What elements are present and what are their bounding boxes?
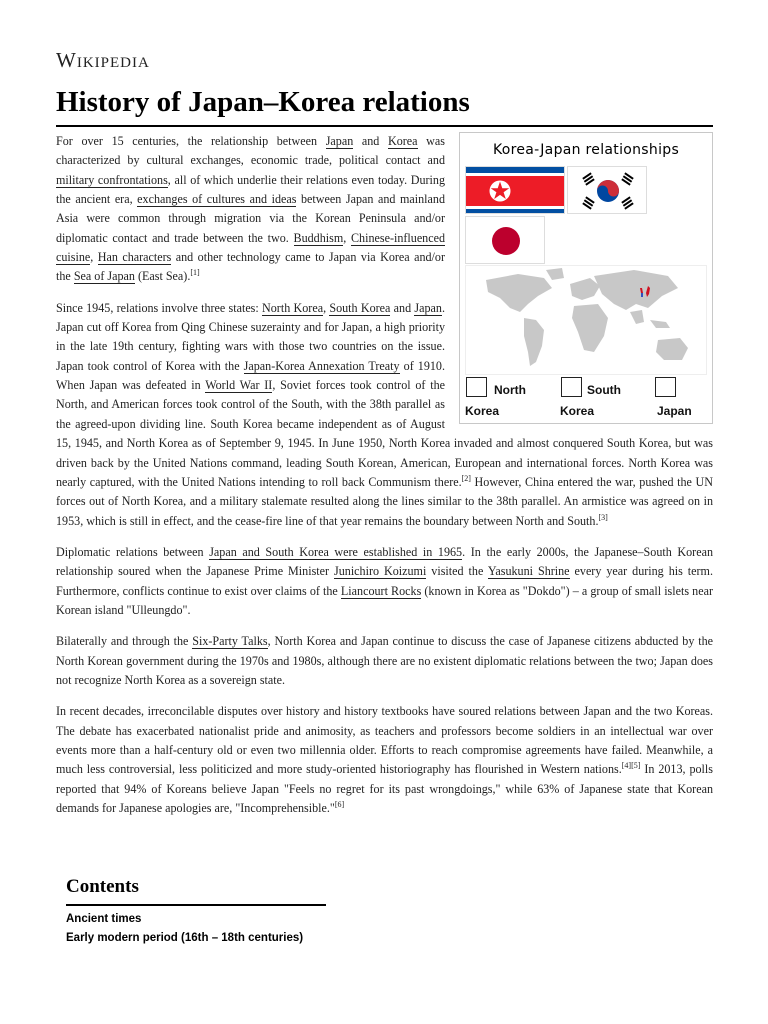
- toc-item-early-modern-period[interactable]: Early modern period (16th – 18th centuries): [66, 932, 304, 944]
- north-korea-flag[interactable]: [465, 166, 565, 214]
- legend-swatch: [466, 377, 487, 397]
- world-map[interactable]: [465, 265, 707, 375]
- legend-swatch: [655, 377, 676, 397]
- infobox-title: Korea-Japan relationships: [492, 142, 680, 158]
- japan-flag[interactable]: [465, 216, 545, 264]
- citation-2[interactable]: [2]: [461, 473, 471, 483]
- paragraph-5: In recent decades, irreconcilable disputes over history and history textbooks have soured relations between Japan and the two Koreas. The debate has exacerbated nationalist pride and animosity, as teachers and professors become soldiers in an intellectual war over events more than a half-century old or even two millennia older. Efforts to reach compromise agreements have failed. Meanwhile, a much less controversial, less politicized and more study-oriented historiography has flourished in Western nations.[4][5] In 2013, polls reported that 94% of Koreans believe Japan "Feels no regret for its past wrongdoings," while 63% of Japanese state that Korean demands for Japanese apologies are, "Incomprehensible."[6]: [56, 704, 713, 815]
- contents-title: Contents: [66, 876, 326, 906]
- paragraph-4: Bilaterally and through the Six-Party Talks, North Korea and Japan continue to discuss the case of Japanese citizens abducted by the North Korean government during the 1970s and 1980s, although there are no existent diplomatic relations between the two; Japan does not recognize North Korea as a sovereign state.: [56, 634, 713, 687]
- link-korea[interactable]: Korea: [388, 134, 418, 148]
- link-han-characters[interactable]: Han characters: [97, 250, 172, 265]
- infobox: [459, 132, 713, 424]
- link-buddhism[interactable]: Buddhism: [293, 230, 344, 245]
- link-world-war-ii[interactable]: World War II: [205, 378, 273, 393]
- citation-5[interactable]: [5]: [631, 761, 641, 771]
- link-junichiro-koizumi[interactable]: Junichiro Koizumi: [334, 564, 427, 579]
- link-north-korea[interactable]: North Korea: [262, 300, 324, 315]
- table-of-contents: [66, 876, 328, 944]
- link-military-confrontations[interactable]: military confrontations: [56, 172, 168, 187]
- paragraph-1: For over 15 centuries, the relationship between Japan and Korea was characterized by cultural exchanges, economic trade, political contact and military confrontations, all of which underlie their relations even today. During the ancient era, exchanges of cultures and ideas between Japan and mainland Asia were common through migration via the Korean Peninsula and/or diplomatic contact and trade between the two. Buddhism, Chinese-influenced cuisine, Han characters and other technology came to Japan via Korea and/or the Sea of Japan (East Sea).[1]: [56, 134, 446, 284]
- link-exchanges-of-cultures[interactable]: exchanges of cultures and ideas: [137, 192, 297, 207]
- map-legend: North Korea South Korea Japan: [465, 377, 707, 421]
- link-japan-2[interactable]: Japan: [414, 300, 442, 315]
- link-sea-of-japan[interactable]: Sea of Japan: [73, 269, 135, 284]
- south-korea-flag[interactable]: [567, 166, 647, 214]
- toc-item-ancient-times[interactable]: Ancient times: [66, 913, 142, 925]
- link-south-korea[interactable]: South Korea: [329, 300, 391, 315]
- page-title: History of Japan–Korea relations: [56, 86, 470, 118]
- link-liancourt-rocks[interactable]: Liancourt Rocks: [340, 583, 422, 598]
- article-body: [56, 132, 713, 830]
- legend-swatch: [561, 377, 582, 397]
- link-annexation-treaty[interactable]: Japan-Korea Annexation Treaty: [243, 358, 400, 373]
- citation-3[interactable]: [3]: [598, 512, 608, 522]
- paragraph-2: Since 1945, relations involve three states: North Korea, South Korea and Japan. Japan cut off Korea from Qing Chinese suzerainty and for Japan, a high priority in the late 19th century, fighting wars with those two countries on the issue. Japan took control of Korea with the Japan-Korea Annexation Treaty of 1910. When Japan was defeated in World War II, Soviet forces took control of the North, and American forces took control of the South, with the 38th parallel as the agreed-upon dividing line. South Korea became independent as of August 15, 1945, and North Korea as of September 9, 1945. In June 1950, North Korea invaded and almost conquered South Korea, but was driven back by the United Nations command, leading South Korean, American, European and international forces. North Korea was nearly captured, with the United Nations intending to roll back Communism there.[2] However, China entered the war, pushed the UN forces out of North Korea, and a military stalemate resulted along the lines similar to the 38th parallel. An armistice was agreed on in 1953, which is still in effect, and the cease-fire line of that year remains the boundary between North and South.[3]: [56, 300, 713, 528]
- link-japan[interactable]: Japan: [325, 134, 354, 148]
- link-six-party-talks[interactable]: Six-Party Talks: [192, 634, 268, 649]
- link-relations-established-1965[interactable]: Japan and South Korea were established in 1965: [209, 544, 463, 559]
- citation-4[interactable]: [4]: [621, 761, 632, 771]
- link-chinese-influenced-cuisine[interactable]: Chinese-influenced cuisine: [56, 230, 446, 265]
- title-divider: [56, 125, 713, 127]
- flags-panel: [465, 166, 707, 258]
- paragraph-3: Diplomatic relations between Japan and South Korea were established in 1965. In the early 2000s, the Japanese–South Korean relationship soured when the Japanese Prime Minister Junichiro Koizumi visited the Yasukuni Shrine every year during his term. Furthermore, conflicts continue to exist over claims of the Liancourt Rocks (known in Korea as "Dokdo") – a group of small islets near Korean island "Ulleungdo".: [56, 544, 713, 617]
- citation-1[interactable]: [1]: [190, 268, 200, 278]
- link-yasukuni-shrine[interactable]: Yasukuni Shrine: [487, 564, 570, 579]
- citation-6[interactable]: [6]: [334, 799, 345, 809]
- wikipedia-logo[interactable]: Wikipedia: [56, 48, 150, 72]
